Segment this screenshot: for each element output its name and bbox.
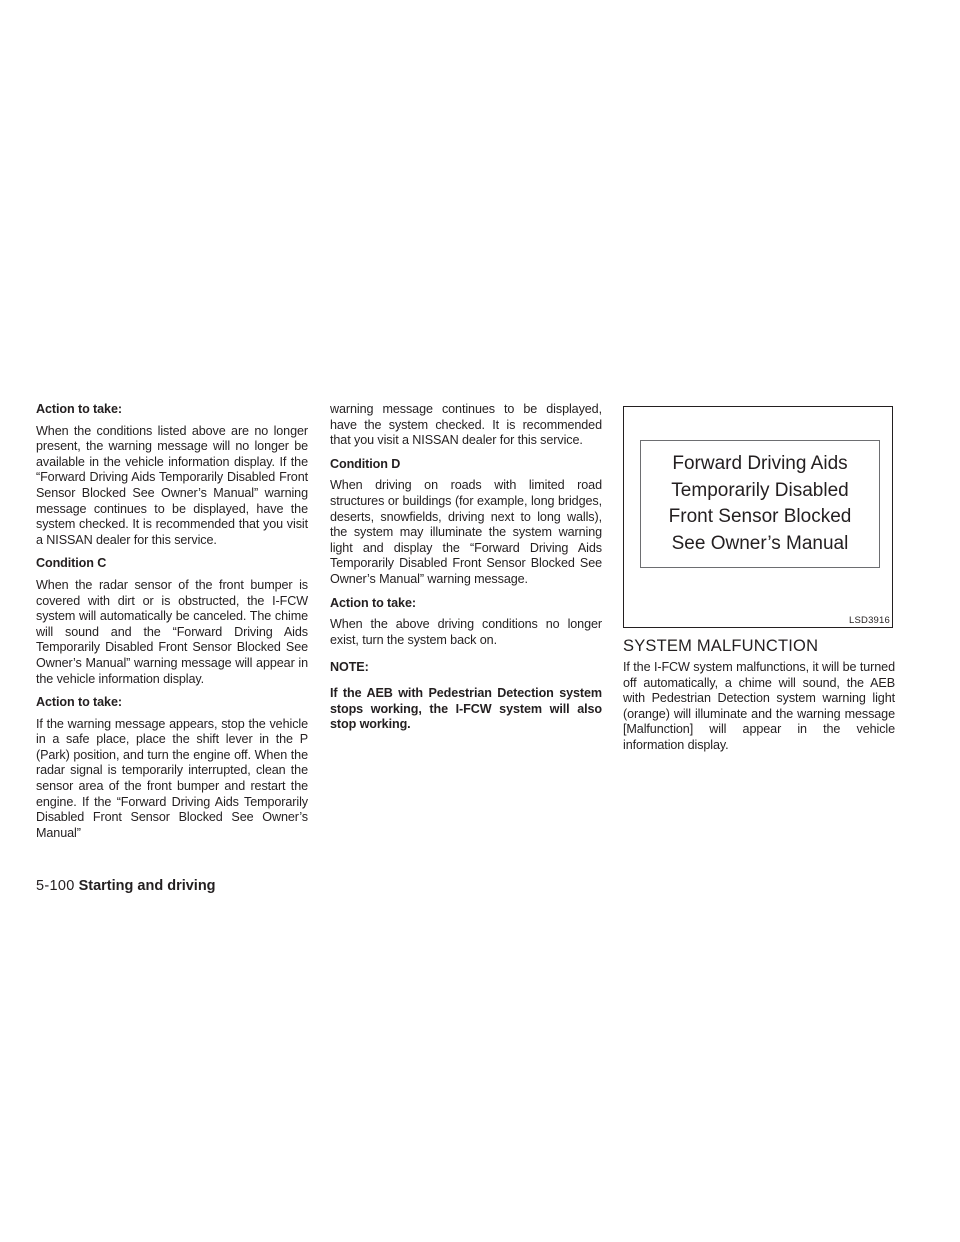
display-line: Forward Driving Aids	[672, 453, 848, 474]
display-line: See Owner’s Manual	[671, 532, 849, 554]
display-line: Front Sensor Blocked	[668, 506, 852, 527]
middle-column	[330, 402, 602, 739]
paragraph: When the radar sensor of the front bumper is covered with dirt or is obstructed, the I-FCW system will automatically be canceled. The chime will sound and the “Forward Driving Aids Temporarily Disabled Front Sensor Blocked See Owner’s Manual” warning message will appear in the vehicle information display.	[36, 577, 308, 686]
section-title: SYSTEM MALFUNCTION	[623, 637, 819, 655]
paragraph: When the above driving conditions no longer exist, turn the system back on.	[330, 617, 602, 647]
heading-condition-d: Condition D	[330, 456, 401, 471]
paragraph: When driving on roads with limited road structures or buildings (for example, long bridges, deserts, snowfields, driving next to long walls), the system may illuminate the system warning light and display the “Forward Driving Aids Temporarily Disabled Front Sensor Blocked See Owner’s Manual” warning message.	[330, 478, 602, 586]
heading-action-to-take: Action to take:	[36, 695, 122, 710]
figure-code: LSD3916	[848, 615, 890, 626]
paragraph: If the warning message appears, stop the vehicle in a safe place, place the shift lever in the P (Park) position, and turn the engine off. When the radar signal is temporarily interrupted, clean the sensor area of the front bumper and restart the engine. If the “Forward Driving Aids Temporarily Disabled Front Sensor Blocked See Owner’s Manual”	[36, 716, 308, 840]
right-column	[623, 636, 895, 762]
heading-action-to-take: Action to take:	[330, 595, 416, 610]
paragraph: If the I-FCW system malfunctions, it will be turned off automatically, a chime will sound, the AEB with Pedestrian Detection system warning light (orange) will illuminate and the warning message [Malfunction] will appear in the vehicle information display.	[623, 660, 895, 752]
warning-display-figure	[623, 406, 893, 628]
note-text: If the AEB with Pedestrian Detection system stops working, the I-FCW system will also stop working.	[330, 685, 602, 732]
left-column	[36, 402, 308, 849]
display-line: Temporarily Disabled	[671, 479, 849, 501]
paragraph: warning message continues to be displayed, have the system checked. It is recommended that you visit a NISSAN dealer for this service.	[330, 402, 602, 448]
paragraph: When the conditions listed above are no longer present, the warning message will no longer be available in the vehicle information display. If the “Forward Driving Aids Temporarily Disabled Front Sensor Blocked See Owner’s Manual” warning message continues to be displayed, have the system checked. It is recommended that you visit a NISSAN dealer for this service.	[36, 423, 308, 547]
note-label: NOTE:	[330, 660, 369, 675]
heading-condition-c: Condition C	[36, 556, 107, 571]
vehicle-info-display	[640, 440, 880, 568]
page-footer	[36, 878, 216, 894]
page-number: 5-100	[36, 878, 75, 894]
heading-action-to-take: Action to take:	[36, 402, 122, 416]
section-name: Starting and driving	[78, 878, 216, 894]
